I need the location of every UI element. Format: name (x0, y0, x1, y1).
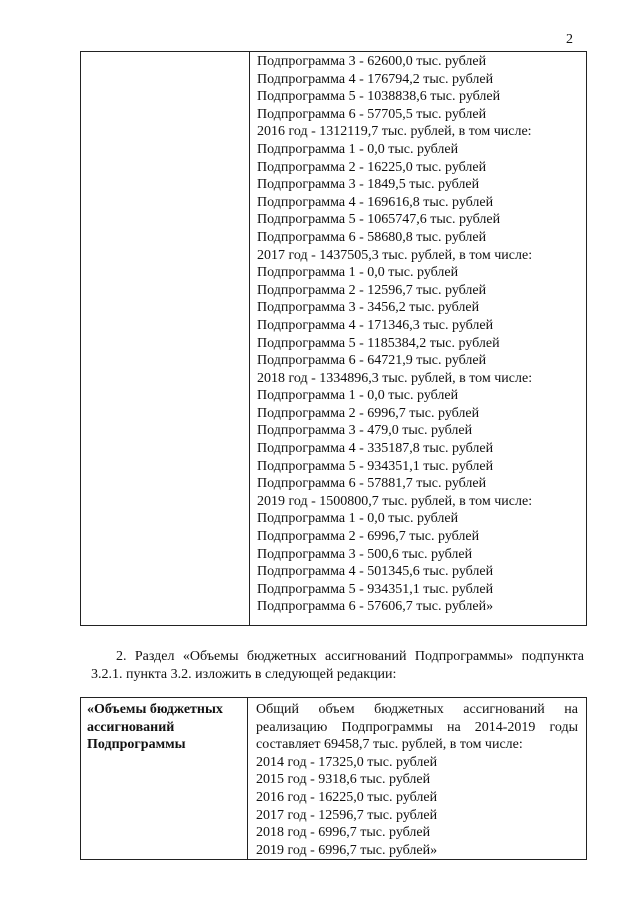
funding-line: Подпрограмма 2 - 6996,7 тыс. рублей (257, 529, 480, 545)
amendment-paragraph: 2. Раздел «Объемы бюджетных ассигнований Подпрограммы» подпункта 3.2.1. пункта 3.2. изложить в следующей редакции: (91, 649, 584, 682)
funding-line: Подпрограмма 4 - 335187,8 тыс. рублей (257, 441, 494, 457)
column-divider (249, 52, 250, 625)
funding-line: Подпрограмма 5 - 934351,1 тыс. рублей (257, 581, 494, 597)
funding-line: Подпрограмма 6 - 57606,7 тыс. рублей» (257, 599, 494, 615)
page-number: 2 (566, 32, 573, 47)
funding-line: Подпрограмма 5 - 1038838,6 тыс. рублей (257, 89, 501, 105)
funding-line: Подпрограмма 6 - 64721,9 тыс. рублей (257, 353, 487, 369)
funding-line: Подпрограмма 1 - 0,0 тыс. рублей (257, 388, 459, 404)
funding-line: Подпрограмма 6 - 57881,7 тыс. рублей (257, 476, 487, 492)
yearly-allocations (256, 754, 578, 860)
funding-line: Подпрограмма 5 - 934351,1 тыс. рублей (257, 458, 494, 474)
funding-line: Подпрограмма 3 - 3456,2 тыс. рублей (257, 300, 480, 316)
funding-line: Подпрограмма 4 - 171346,3 тыс. рублей (257, 317, 494, 333)
funding-line: 2016 год - 1312119,7 тыс. рублей, в том числе: (257, 124, 532, 140)
section-title-line: «Объемы бюджетных (87, 702, 223, 717)
funding-line: Подпрограмма 2 - 16225,0 тыс. рублей (257, 159, 487, 175)
funding-line: Подпрограмма 4 - 501345,6 тыс. рублей (257, 564, 494, 580)
year-allocation-line: 2019 год - 6996,7 тыс. рублей» (256, 842, 438, 858)
funding-line: 2018 год - 1334896,3 тыс. рублей, в том числе: (257, 370, 533, 386)
funding-table-continued (80, 51, 587, 626)
funding-line: Подпрограмма 4 - 176794,2 тыс. рублей (257, 71, 494, 87)
funding-line: 2017 год - 1437505,3 тыс. рублей, в том числе: (257, 247, 533, 263)
funding-line: Подпрограмма 1 - 0,0 тыс. рублей (257, 511, 459, 527)
funding-line: Подпрограмма 3 - 62600,0 тыс. рублей (257, 54, 487, 69)
funding-line: Подпрограмма 5 - 1065747,6 тыс. рублей (257, 212, 501, 228)
section-title-line: ассигнований (87, 719, 175, 735)
funding-line: Подпрограмма 2 - 6996,7 тыс. рублей (257, 405, 480, 421)
year-allocation-line: 2017 год - 12596,7 тыс. рублей (256, 807, 438, 823)
year-allocation-line: 2014 год - 17325,0 тыс. рублей (256, 754, 438, 770)
funding-line: Подпрограмма 3 - 500,6 тыс. рублей (257, 546, 473, 562)
budget-allocation-table (80, 697, 587, 860)
funding-line: Подпрограмма 6 - 58680,8 тыс. рублей (257, 229, 487, 245)
funding-line: Подпрограмма 5 - 1185384,2 тыс. рублей (257, 335, 500, 351)
year-allocation-line: 2016 год - 16225,0 тыс. рублей (256, 789, 438, 805)
funding-line: Подпрограмма 6 - 57705,5 тыс. рублей (257, 106, 487, 122)
year-allocation-line: 2015 год - 9318,6 тыс. рублей (256, 772, 431, 788)
funding-line: Подпрограмма 1 - 0,0 тыс. рублей (257, 141, 459, 157)
funding-line: 2019 год - 1500800,7 тыс. рублей, в том числе: (257, 493, 533, 509)
section-title-cell (87, 701, 245, 754)
allocation-details-cell (256, 701, 578, 859)
funding-line: Подпрограмма 4 - 169616,8 тыс. рублей (257, 194, 494, 210)
funding-line: Подпрограмма 2 - 12596,7 тыс. рублей (257, 282, 487, 298)
year-allocation-line: 2018 год - 6996,7 тыс. рублей (256, 825, 431, 841)
funding-details-cell (257, 53, 582, 616)
funding-line: Подпрограмма 3 - 1849,5 тыс. рублей (257, 177, 480, 193)
column-divider (247, 698, 248, 859)
section-title-line: Подпрограммы (87, 737, 186, 753)
allocation-intro: Общий объем бюджетных ассигнований на реализацию Подпрограммы на 2014-2019 годы составляет 69458,7 тыс. рублей, в том числе: (256, 702, 578, 753)
funding-line: Подпрограмма 1 - 0,0 тыс. рублей (257, 265, 459, 281)
funding-line: Подпрограмма 3 - 479,0 тыс. рублей (257, 423, 473, 439)
